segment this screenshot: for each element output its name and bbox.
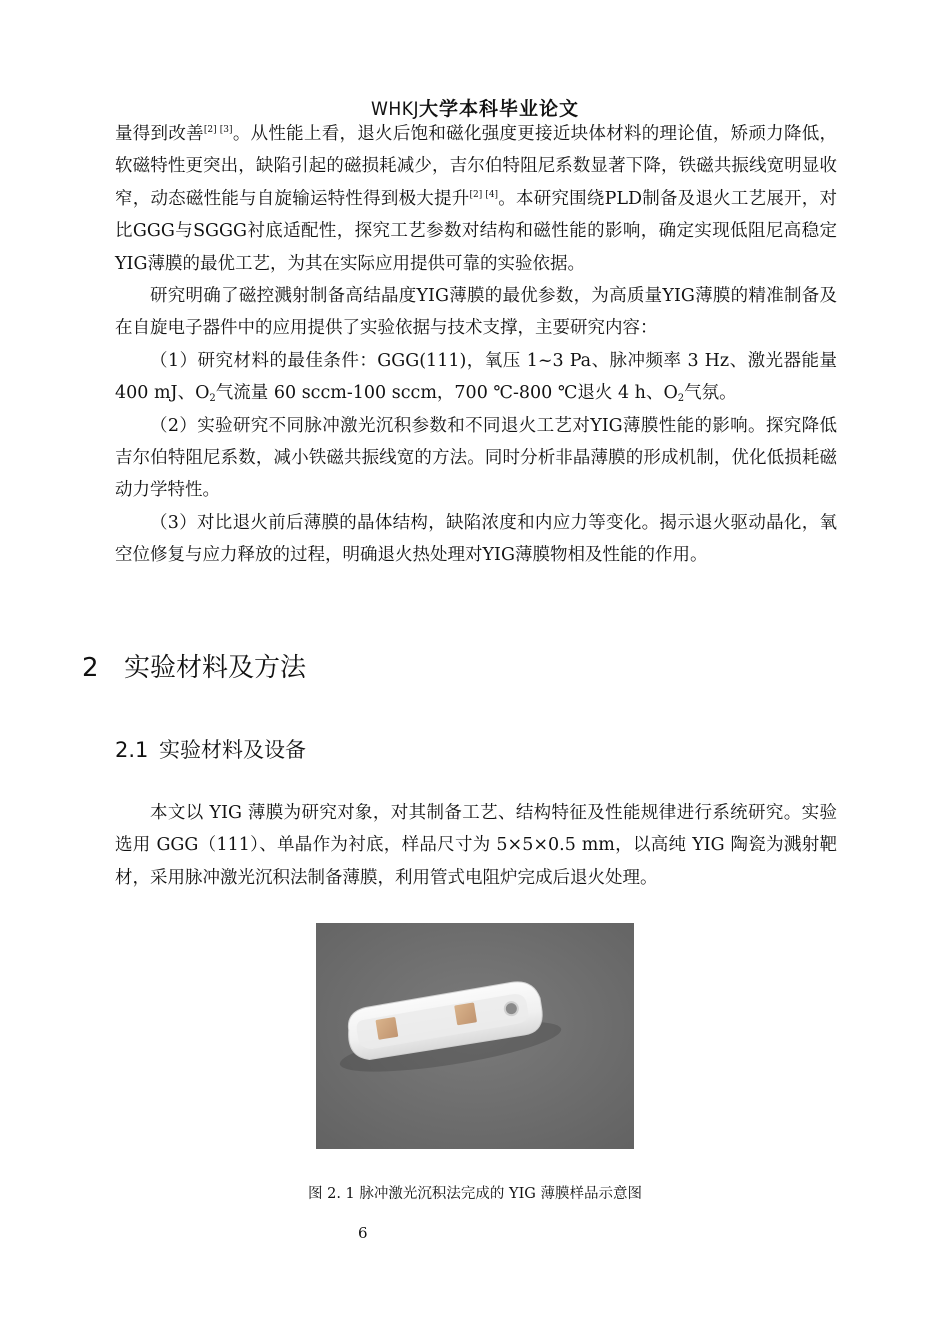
paragraph: （2）实验研究不同脉冲激光沉积参数和不同退火工艺对YIG薄膜性能的影响。探究降低吉尔伯特阻尼系数，减小铁磁共振线宽的方法。同时分析非晶薄膜的形成机制，优化低损耗磁动力学特性。	[115, 415, 837, 501]
text-run: 。本研究围绕PLD制备及退火工艺展开，对比GGG与SGGG衬底适配性，探究工艺参数对结构和磁性能的影响，确定实现低阻尼高稳定YIG薄膜的最优工艺，为其在实际应用提供可靠的实验依据。	[115, 188, 838, 274]
text-run: 气流量 60 sccm-100 sccm，700 ℃-800 ℃退火 4 h、O	[215, 383, 678, 404]
film-sample-1	[375, 1017, 398, 1040]
citation: [2] [4]	[469, 189, 499, 200]
paragraph	[115, 118, 837, 280]
section-title: 实验材料及方法	[124, 653, 307, 683]
subsection-heading	[115, 734, 306, 764]
film-sample-2	[454, 1002, 477, 1025]
text-run: 。从性能上看，退火后饱和磁化强度更接近块体材料的理论值，矫顽力降低，软磁特性更突出，缺陷引起的磁损耗减少，吉尔伯特阻尼系数显著下降，铁磁共振线宽明显收窄，动态磁性能与自旋输运特性得到极大提升	[115, 124, 838, 209]
figure-caption: 图 2. 1 脉冲激光沉积法完成的 YIG 薄膜样品示意图	[308, 1186, 642, 1202]
page-number: 6	[358, 1224, 368, 1242]
subsection-title: 实验材料及设备	[159, 738, 306, 762]
paragraph: （3）对比退火前后薄膜的晶体结构，缺陷浓度和内应力等变化。揭示退火驱动晶化，氧空位修复与应力释放的过程，明确退火热处理对YIG薄膜物相及性能的作用。	[115, 512, 837, 566]
intro-text	[115, 118, 837, 572]
paragraph	[115, 345, 837, 410]
mounting-hole	[504, 1001, 519, 1016]
subscript: 2	[209, 393, 216, 405]
section-number: 2	[82, 653, 99, 683]
section-text	[115, 797, 837, 894]
subsection-number: 2.1	[115, 738, 149, 762]
section-heading	[82, 647, 306, 684]
sample-photo	[316, 923, 634, 1149]
running-header	[0, 94, 950, 121]
header-prefix: WHKJ	[370, 98, 419, 120]
text-run: 量得到改善	[115, 124, 204, 144]
text-run: 气氛。	[684, 383, 737, 404]
subscript: 2	[677, 393, 685, 405]
citation: [2] [3]	[203, 125, 233, 135]
header-title: 大学本科毕业论文	[419, 98, 580, 120]
paragraph: 研究明确了磁控溅射制备高结晶度YIG薄膜的最优参数，为高质量YIG薄膜的精准制备及在自旋电子器件中的应用提供了实验依据与技术支撑，主要研究内容：	[115, 286, 837, 339]
paragraph: 本文以 YIG 薄膜为研究对象，对其制备工艺、结构特征及性能规律进行系统研究。实验选用 GGG（111）、单晶作为衬底，样品尺寸为 5×5×0.5 mm，以高纯 YIG 陶瓷为溅射靶材，采用脉冲激光沉积法制备薄膜，利用管式电阻炉完成后退火处理。	[115, 803, 837, 888]
text-run: （1）研究材料的最佳条件：GGG(111)，氧压 1~3 Pa、脉冲频率 3 Hz、激光器能量 400 mJ、O	[115, 350, 837, 404]
